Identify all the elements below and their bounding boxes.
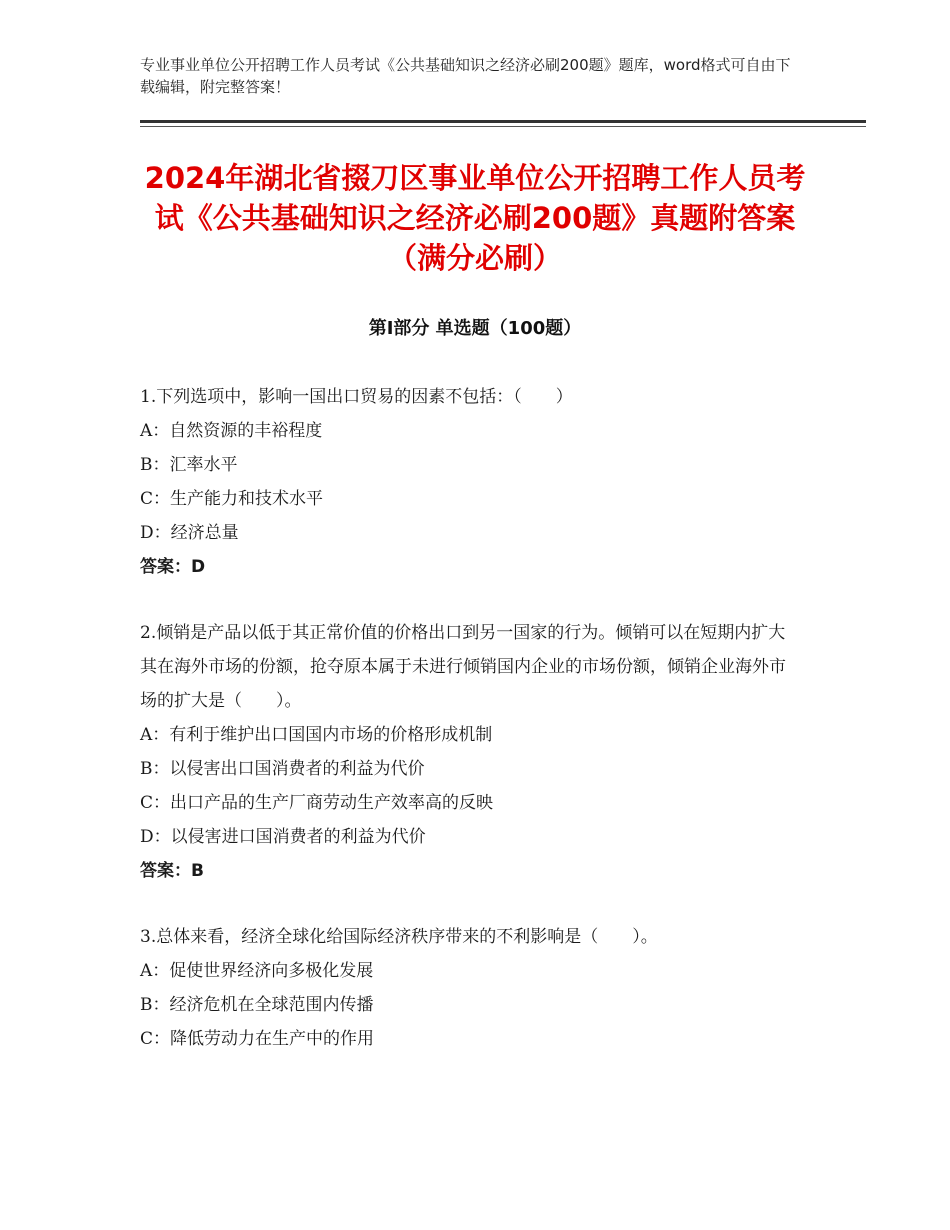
option-b: B：以侵害出口国消费者的利益为代价 xyxy=(140,759,425,779)
option-c: C：出口产品的生产厂商劳动生产效率高的反映 xyxy=(140,793,494,813)
option-a: A：有利于维护出口国国内市场的价格形成机制 xyxy=(140,725,493,745)
option-a: A：自然资源的丰裕程度 xyxy=(140,421,323,441)
question-3 xyxy=(140,920,800,1056)
option-c: C：降低劳动力在生产中的作用 xyxy=(140,1029,375,1049)
question-list xyxy=(140,380,800,1088)
question-stem: 3.总体来看，经济全球化给国际经济秩序带来的不利影响是（ ）。 xyxy=(140,927,658,947)
option-a: A：促使世界经济向多极化发展 xyxy=(140,961,374,981)
question-2 xyxy=(140,616,800,888)
option-b: B：汇率水平 xyxy=(140,455,238,475)
option-d: D：以侵害进口国消费者的利益为代价 xyxy=(140,827,426,847)
question-stem: 2.倾销是产品以低于其正常价值的价格出口到另一国家的行为。倾销可以在短期内扩大其在海外市场的份额，抢夺原本属于未进行倾销国内企业的市场份额，倾销企业海外市场的扩大是（ ）。 xyxy=(140,623,786,711)
section-title: 第Ⅰ部分 单选题（100题） xyxy=(368,318,582,339)
option-c: C：生产能力和技术水平 xyxy=(140,489,324,509)
header-note: 专业事业单位公开招聘工作人员考试《公共基础知识之经济必刷200题》题库，word格式可自由下载编辑，附完整答案！ xyxy=(140,56,791,96)
header-rule-thin xyxy=(140,126,866,127)
option-d: D：经济总量 xyxy=(140,523,239,543)
document-title: 2024年湖北省掇刀区事业单位公开招聘工作人员考试《公共基础知识之经济必刷200题》真题附答案（满分必刷） xyxy=(144,161,806,275)
question-1 xyxy=(140,380,800,584)
question-stem: 1.下列选项中，影响一国出口贸易的因素不包括：（ ） xyxy=(140,387,573,407)
option-b: B：经济危机在全球范围内传播 xyxy=(140,995,374,1015)
answer: 答案：B xyxy=(140,861,204,881)
answer: 答案：D xyxy=(140,557,206,577)
header-rule-thick xyxy=(140,120,866,123)
